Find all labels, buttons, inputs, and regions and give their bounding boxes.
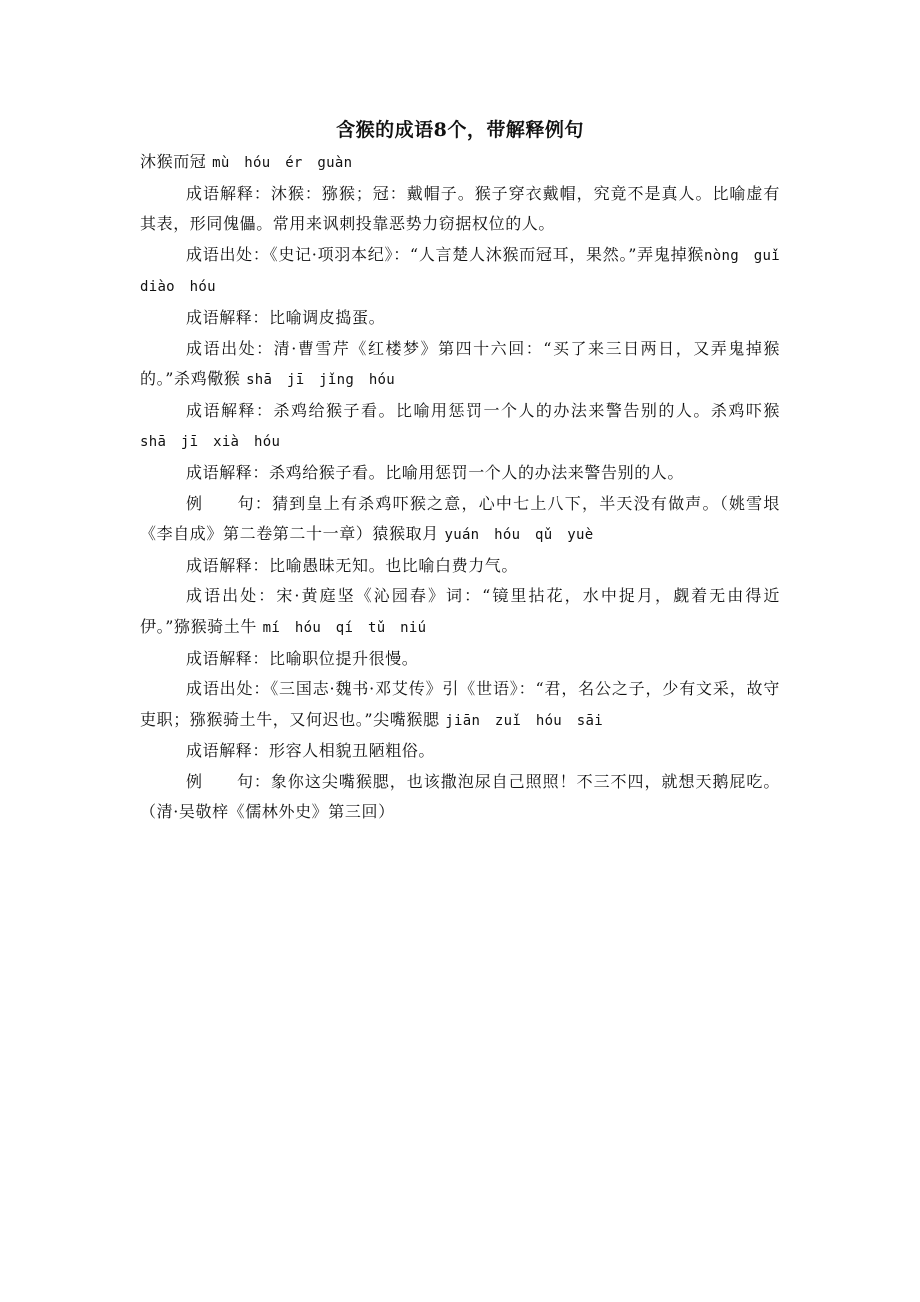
paragraph-text: 例 句：猜到皇上有杀鸡吓猴之意，心中七上八下，半天没有做声。（姚雪垠《李自成》第二卷第二十一章）猿猴取月 (140, 493, 780, 544)
paragraph-13 (140, 736, 780, 767)
paragraph-text: 成语解释：比喻调皮捣蛋。 (186, 307, 386, 327)
paragraph-6 (140, 396, 780, 458)
paragraph-text: 成语解释：杀鸡给猴子看。比喻用惩罚一个人的办法来警告别的人。 (186, 462, 685, 482)
paragraph-text: 成语解释：形容人相貌丑陋粗俗。 (186, 741, 436, 761)
paragraph-text: 例 句：象你这尖嘴猴腮，也该撒泡尿自己照照！不三不四，就想天鹅屁吃。（清·吴敬梓《儒林外史》第三回） (140, 771, 780, 822)
paragraph-10 (140, 581, 780, 643)
paragraph-text: 成语解释：比喻愚昧无知。也比喻白费力气。 (186, 555, 519, 575)
pinyin: jiān zuǐ hóu sāi (445, 712, 603, 729)
pinyin: shā jī xià hóu (140, 434, 281, 451)
paragraph-text: 成语出处：清·曹雪芹《红楼梦》第四十六回：“买了来三日两日，又弄鬼掉猴的。”杀鸡儆猴 (140, 338, 780, 389)
paragraph-4 (140, 303, 780, 334)
paragraph-text: 成语出处：《三国志·魏书·邓艾传》引《世语》：“君，名公之子，少有文采，故守吏职；猕猴骑土牛，又何迟也。”尖嘴猴腮 (140, 679, 780, 729)
pinyin: shā jī jǐng hóu (246, 372, 396, 389)
paragraph-7 (140, 458, 780, 489)
pinyin: mù hóu ér guàn (212, 155, 353, 171)
pinyin: mí hóu qí tǔ niú (262, 619, 427, 636)
paragraph-text: 成语解释：沐猴：猕猴；冠：戴帽子。猴子穿衣戴帽，究竟不是真人。比喻虚有其表，形同傀儡。常用来讽刺投靠恶势力窃据权位的人。 (140, 183, 780, 234)
paragraph-text: 成语解释：杀鸡给猴子看。比喻用惩罚一个人的办法来警告别的人。杀鸡吓猴 (186, 400, 780, 420)
paragraph-9 (140, 551, 780, 582)
paragraph-12 (140, 674, 780, 736)
pinyin: yuán hóu qǔ yuè (444, 527, 594, 544)
paragraph-2 (140, 179, 780, 240)
paragraph-8 (140, 489, 780, 551)
paragraph-5 (140, 334, 780, 396)
paragraph-text: 沐猴而冠 (140, 152, 207, 171)
paragraph-1 (140, 147, 780, 179)
pinyin: nòng guǐ diào hóu (140, 247, 780, 296)
paragraph-text: 成语解释：比喻职位提升很慢。 (186, 648, 419, 668)
paragraph-text: 成语出处：《史记·项羽本纪》：“人言楚人沐猴而冠耳，果然。”弄鬼掉猴 (186, 244, 705, 264)
document-body (140, 147, 780, 828)
paragraph-3 (140, 240, 780, 303)
paragraph-14 (140, 767, 780, 828)
page-title: 含猴的成语8个，带解释例句 (336, 119, 584, 141)
paragraph-text: 成语出处：宋·黄庭坚《沁园春》词：“镜里拈花，水中捉月，觑着无由得近伊。”猕猴骑土牛 (140, 586, 780, 636)
paragraph-11 (140, 644, 780, 675)
